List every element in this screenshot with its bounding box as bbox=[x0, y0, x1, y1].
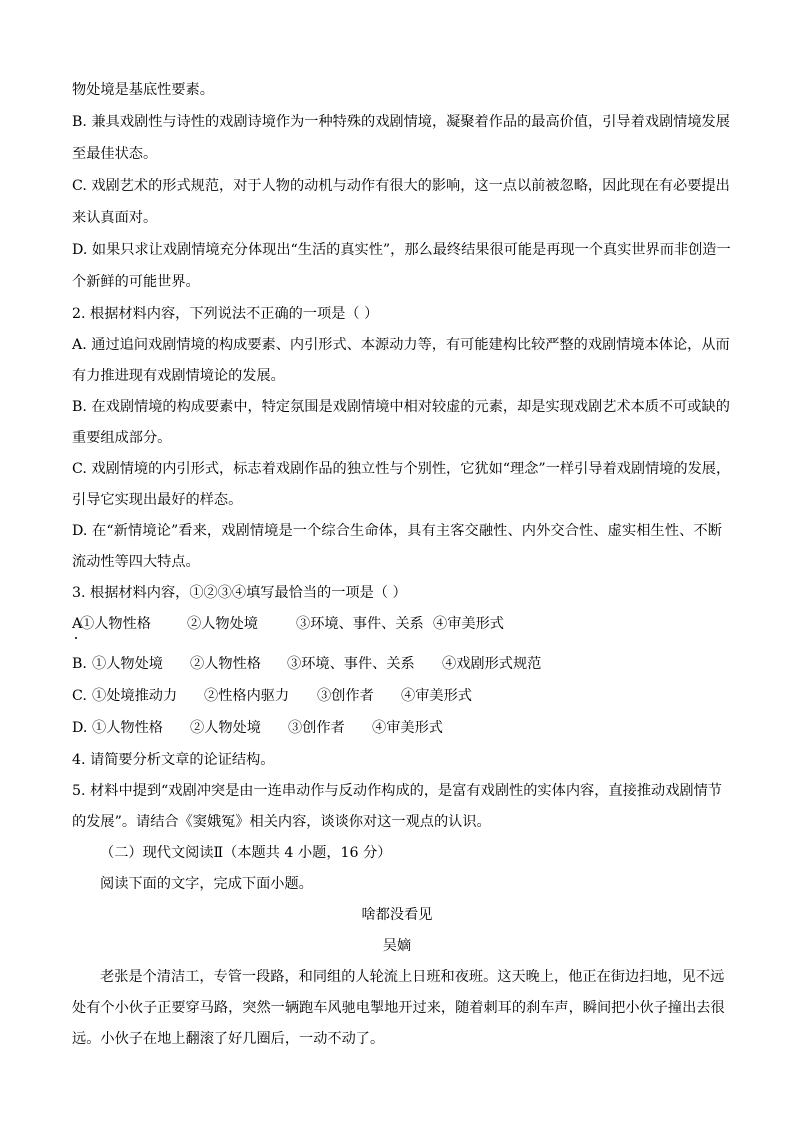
q2-option-b-line: B. 在戏剧情境的构成要素中，特定氛围是戏剧情境中相对较虚的元素，却是实现戏剧艺术本质不可或缺的 bbox=[72, 399, 730, 415]
q3-option-c-choice-2: ②性格内驱力 bbox=[204, 688, 290, 704]
q2-option-b-continuation: 重要组成部分。 bbox=[72, 430, 172, 446]
question-2: 2. 根据材料内容，下列说法不正确的一项是（ ） bbox=[72, 306, 379, 322]
section-instruction: 阅读下面的文字，完成下面小题。 bbox=[100, 876, 313, 892]
q3-option-d-choice-1: ①人物性格 bbox=[92, 720, 163, 736]
q3-option-a-label: A bbox=[72, 616, 83, 632]
option-d-line: D. 如果只求让戏剧情境充分体现出“生活的真实性”，那么最终结果很可能是再现一个真实世界而非创造一 bbox=[72, 242, 731, 258]
q2-option-d-line: D. 在“新情境论”看来，戏剧情境是一个综合生命体，具有主客交融性、内外交合性、虚实相生性、不断 bbox=[72, 523, 722, 539]
q3-option-a bbox=[72, 614, 504, 634]
option-c-line: C. 戏剧艺术的形式规范，对于人物的动机与动作有很大的影响，这一点以前被忽略，因此现在有必要提出 bbox=[72, 178, 730, 194]
q3-option-b bbox=[72, 654, 541, 674]
q3-option-d-choice-4: ④审美形式 bbox=[372, 720, 443, 736]
q3-option-c-choice-3: ③创作者 bbox=[317, 688, 374, 704]
q3-option-d-label: D. bbox=[72, 720, 88, 736]
q3-option-c bbox=[72, 686, 472, 706]
q3-option-b-choice-2: ②人物性格 bbox=[190, 656, 261, 672]
option-b-line: B. 兼具戏剧性与诗性的戏剧诗境作为一种特殊的戏剧情境，凝聚着作品的最高价值，引导着戏剧情境发展 bbox=[72, 114, 730, 130]
q3-option-b-choice-1: ①人物处境 bbox=[92, 656, 163, 672]
stray-dot-mark bbox=[75, 637, 77, 639]
q3-option-b-label: B. bbox=[72, 656, 87, 672]
q3-option-d bbox=[72, 718, 443, 738]
story-paragraph-line-1: 老张是个清洁工，专管一段路，和同组的人轮流上日班和夜班。这天晚上，他正在街边扫地，见不远 bbox=[100, 969, 725, 985]
paragraph-line: 物处境是基底性要素。 bbox=[72, 82, 214, 98]
option-c-continuation: 来认真面对。 bbox=[72, 210, 158, 226]
story-author: 吴嫡 bbox=[382, 938, 412, 954]
q2-option-c-line: C. 戏剧情境的内引形式，标志着戏剧作品的独立性与个别性，它犹如“理念”一样引导着戏剧情境的发展， bbox=[72, 461, 731, 477]
option-d-continuation: 个新鲜的可能世界。 bbox=[72, 274, 200, 290]
q3-option-a-choice-3: ③环境、事件、关系 bbox=[296, 616, 424, 632]
q3-option-a-choice-2: ②人物处境 bbox=[187, 616, 258, 632]
story-paragraph-line-3: 远。小伙子在地上翻滚了好几圈后，一动不动了。 bbox=[72, 1031, 385, 1047]
q3-option-c-choice-4: ④审美形式 bbox=[401, 688, 472, 704]
q3-option-b-choice-4: ④戏剧形式规范 bbox=[442, 656, 542, 672]
q3-option-b-choice-3: ③环境、事件、关系 bbox=[287, 656, 415, 672]
story-title: 啥都没看见 bbox=[361, 907, 433, 923]
q3-option-a-choice-4: ④审美形式 bbox=[433, 616, 504, 632]
q3-option-c-choice-1: ①处境推动力 bbox=[92, 688, 178, 704]
q3-option-a-choice-1: ①人物性格 bbox=[80, 616, 151, 632]
question-3: 3. 根据材料内容，①②③④填写最恰当的一项是（ ） bbox=[72, 585, 407, 601]
q2-option-a-line: A. 通过追问戏剧情境的构成要素、内引形式、本源动力等，有可能建构比较严整的戏剧情境本体论，从而 bbox=[72, 337, 730, 353]
story-paragraph-line-2: 处有个小伙子正要穿马路，突然一辆跑车风驰电掣地开过来，随着刺耳的刹车声，瞬间把小伙子撞出去很 bbox=[72, 1000, 725, 1016]
section-heading: （二）现代文阅读Ⅱ（本题共 4 小题，16 分） bbox=[100, 845, 392, 861]
question-4: 4. 请简要分析文章的论证结构。 bbox=[72, 752, 275, 768]
q3-option-d-choice-3: ③创作者 bbox=[288, 720, 345, 736]
option-b-continuation: 至最佳状态。 bbox=[72, 146, 158, 162]
q3-option-c-label: C. bbox=[72, 688, 87, 704]
q2-option-c-continuation: 引导它实现出最好的样态。 bbox=[72, 492, 243, 508]
question-5-line: 5. 材料中提到“戏剧冲突是由一连串动作与反动作构成的，是富有戏剧性的实体内容，直接推动戏剧情节 bbox=[72, 783, 722, 799]
q2-option-d-continuation: 流动性等四大特点。 bbox=[72, 554, 200, 570]
q2-option-a-continuation: 有力推进现有戏剧情境论的发展。 bbox=[72, 368, 285, 384]
q3-option-d-choice-2: ②人物处境 bbox=[190, 720, 261, 736]
question-5-continuation: 的发展”。请结合《窦娥冤》相关内容，谈谈你对这一观点的认识。 bbox=[72, 814, 491, 830]
